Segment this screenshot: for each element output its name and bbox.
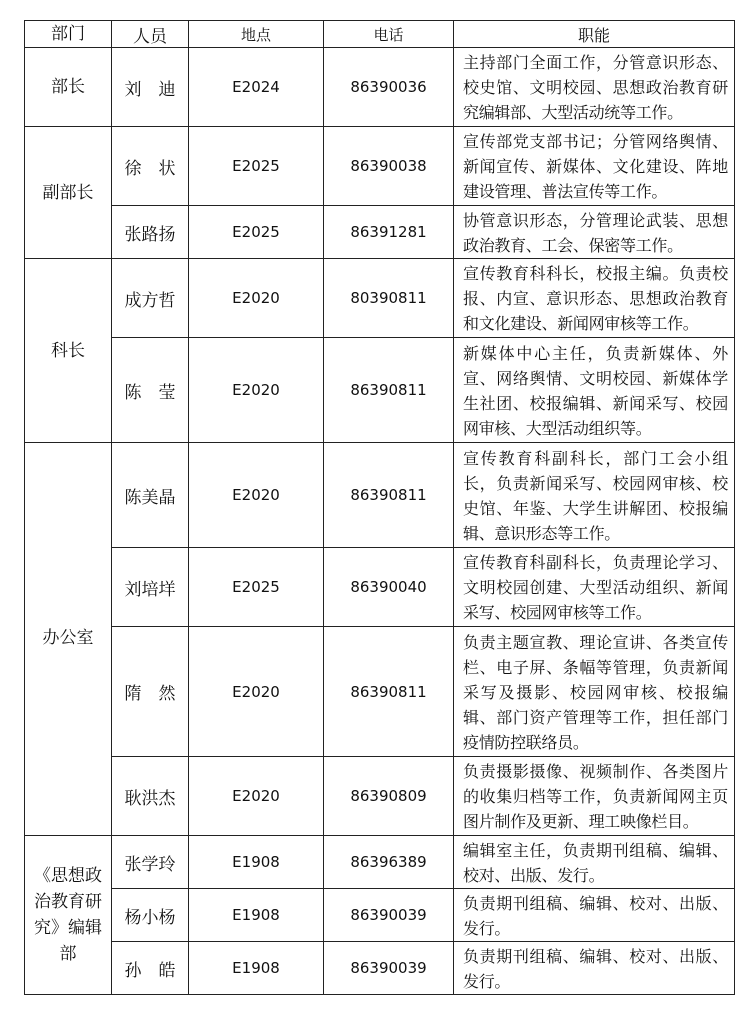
person-name: 杨小杨 — [112, 889, 189, 942]
person-name: 陈美晶 — [112, 443, 189, 548]
person-duty: 新媒体中心主任，负责新媒体、外宣、网络舆情、文明校园、新媒体学生社团、校报编辑、新闻采写、校园网审核、大型活动组织等。 — [454, 338, 735, 443]
person-phone: 86390811 — [324, 443, 454, 548]
person-location: E2020 — [189, 338, 324, 443]
table-row — [25, 206, 735, 259]
header-duty: 职能 — [454, 21, 735, 48]
person-location: E2025 — [189, 127, 324, 206]
person-phone: 80390811 — [324, 259, 454, 338]
person-name: 耿洪杰 — [112, 757, 189, 836]
person-phone: 86390040 — [324, 548, 454, 627]
person-location: E2020 — [189, 443, 324, 548]
person-phone: 86391281 — [324, 206, 454, 259]
table-row — [25, 942, 735, 995]
person-name: 张路扬 — [112, 206, 189, 259]
table-row — [25, 338, 735, 443]
dept-cell: 科长 — [25, 259, 112, 443]
person-duty: 负责主题宣教、理论宣讲、各类宣传栏、电子屏、条幅等管理，负责新闻采写及摄影、校园网审核、校报编辑、部门资产管理等工作，担任部门疫情防控联络员。 — [454, 627, 735, 757]
person-duty: 宣传教育科科长，校报主编。负责校报、内宣、意识形态、思想政治教育和文化建设、新闻网审核等工作。 — [454, 259, 735, 338]
person-duty: 协管意识形态，分管理论武装、思想政治教育、工会、保密等工作。 — [454, 206, 735, 259]
table-row — [25, 836, 735, 889]
person-phone: 86390036 — [324, 48, 454, 127]
person-location: E2020 — [189, 757, 324, 836]
person-name: 张学玲 — [112, 836, 189, 889]
table-row — [25, 757, 735, 836]
table-row — [25, 548, 735, 627]
staff-directory-table — [24, 20, 735, 995]
person-location: E2025 — [189, 548, 324, 627]
dept-cell: 办公室 — [25, 443, 112, 836]
dept-cell: 部长 — [25, 48, 112, 127]
dept-cell: 《思想政治教育研究》编辑部 — [25, 836, 112, 995]
person-name: 徐 状 — [112, 127, 189, 206]
header-name: 人员 — [112, 21, 189, 48]
person-phone: 86390038 — [324, 127, 454, 206]
person-location: E2020 — [189, 627, 324, 757]
person-name: 隋 然 — [112, 627, 189, 757]
person-duty: 负责期刊组稿、编辑、校对、出版、发行。 — [454, 889, 735, 942]
person-location: E2025 — [189, 206, 324, 259]
header-location: 地点 — [189, 21, 324, 48]
person-name: 孙 皓 — [112, 942, 189, 995]
person-duty: 负责摄影摄像、视频制作、各类图片的收集归档等工作，负责新闻网主页图片制作及更新、理工映像栏目。 — [454, 757, 735, 836]
person-name: 刘培垟 — [112, 548, 189, 627]
person-location: E2024 — [189, 48, 324, 127]
person-location: E1908 — [189, 889, 324, 942]
header-phone: 电话 — [324, 21, 454, 48]
person-duty: 负责期刊组稿、编辑、校对、出版、发行。 — [454, 942, 735, 995]
person-phone: 86396389 — [324, 836, 454, 889]
person-name: 陈 莹 — [112, 338, 189, 443]
person-duty: 宣传部党支部书记；分管网络舆情、新闻宣传、新媒体、文化建设、阵地建设管理、普法宣传等工作。 — [454, 127, 735, 206]
person-phone: 86390809 — [324, 757, 454, 836]
person-phone: 86390811 — [324, 627, 454, 757]
table-row — [25, 127, 735, 206]
person-name: 成方哲 — [112, 259, 189, 338]
header-dept: 部门 — [25, 21, 112, 48]
person-location: E2020 — [189, 259, 324, 338]
person-duty: 编辑室主任，负责期刊组稿、编辑、校对、出版、发行。 — [454, 836, 735, 889]
table-row — [25, 627, 735, 757]
person-phone: 86390811 — [324, 338, 454, 443]
table-row — [25, 48, 735, 127]
person-duty: 宣传教育科副科长，部门工会小组长，负责新闻采写、校园网审核、校史馆、年鉴、大学生讲解团、校报编辑、意识形态等工作。 — [454, 443, 735, 548]
person-phone: 86390039 — [324, 942, 454, 995]
table-row — [25, 259, 735, 338]
table-row — [25, 889, 735, 942]
header-row — [25, 21, 735, 48]
person-duty: 主持部门全面工作，分管意识形态、校史馆、文明校园、思想政治教育研究编辑部、大型活动统等工作。 — [454, 48, 735, 127]
person-phone: 86390039 — [324, 889, 454, 942]
person-name: 刘 迪 — [112, 48, 189, 127]
person-duty: 宣传教育科副科长，负责理论学习、文明校园创建、大型活动组织、新闻采写、校园网审核等工作。 — [454, 548, 735, 627]
person-location: E1908 — [189, 836, 324, 889]
person-location: E1908 — [189, 942, 324, 995]
dept-cell: 副部长 — [25, 127, 112, 259]
table-row — [25, 443, 735, 548]
